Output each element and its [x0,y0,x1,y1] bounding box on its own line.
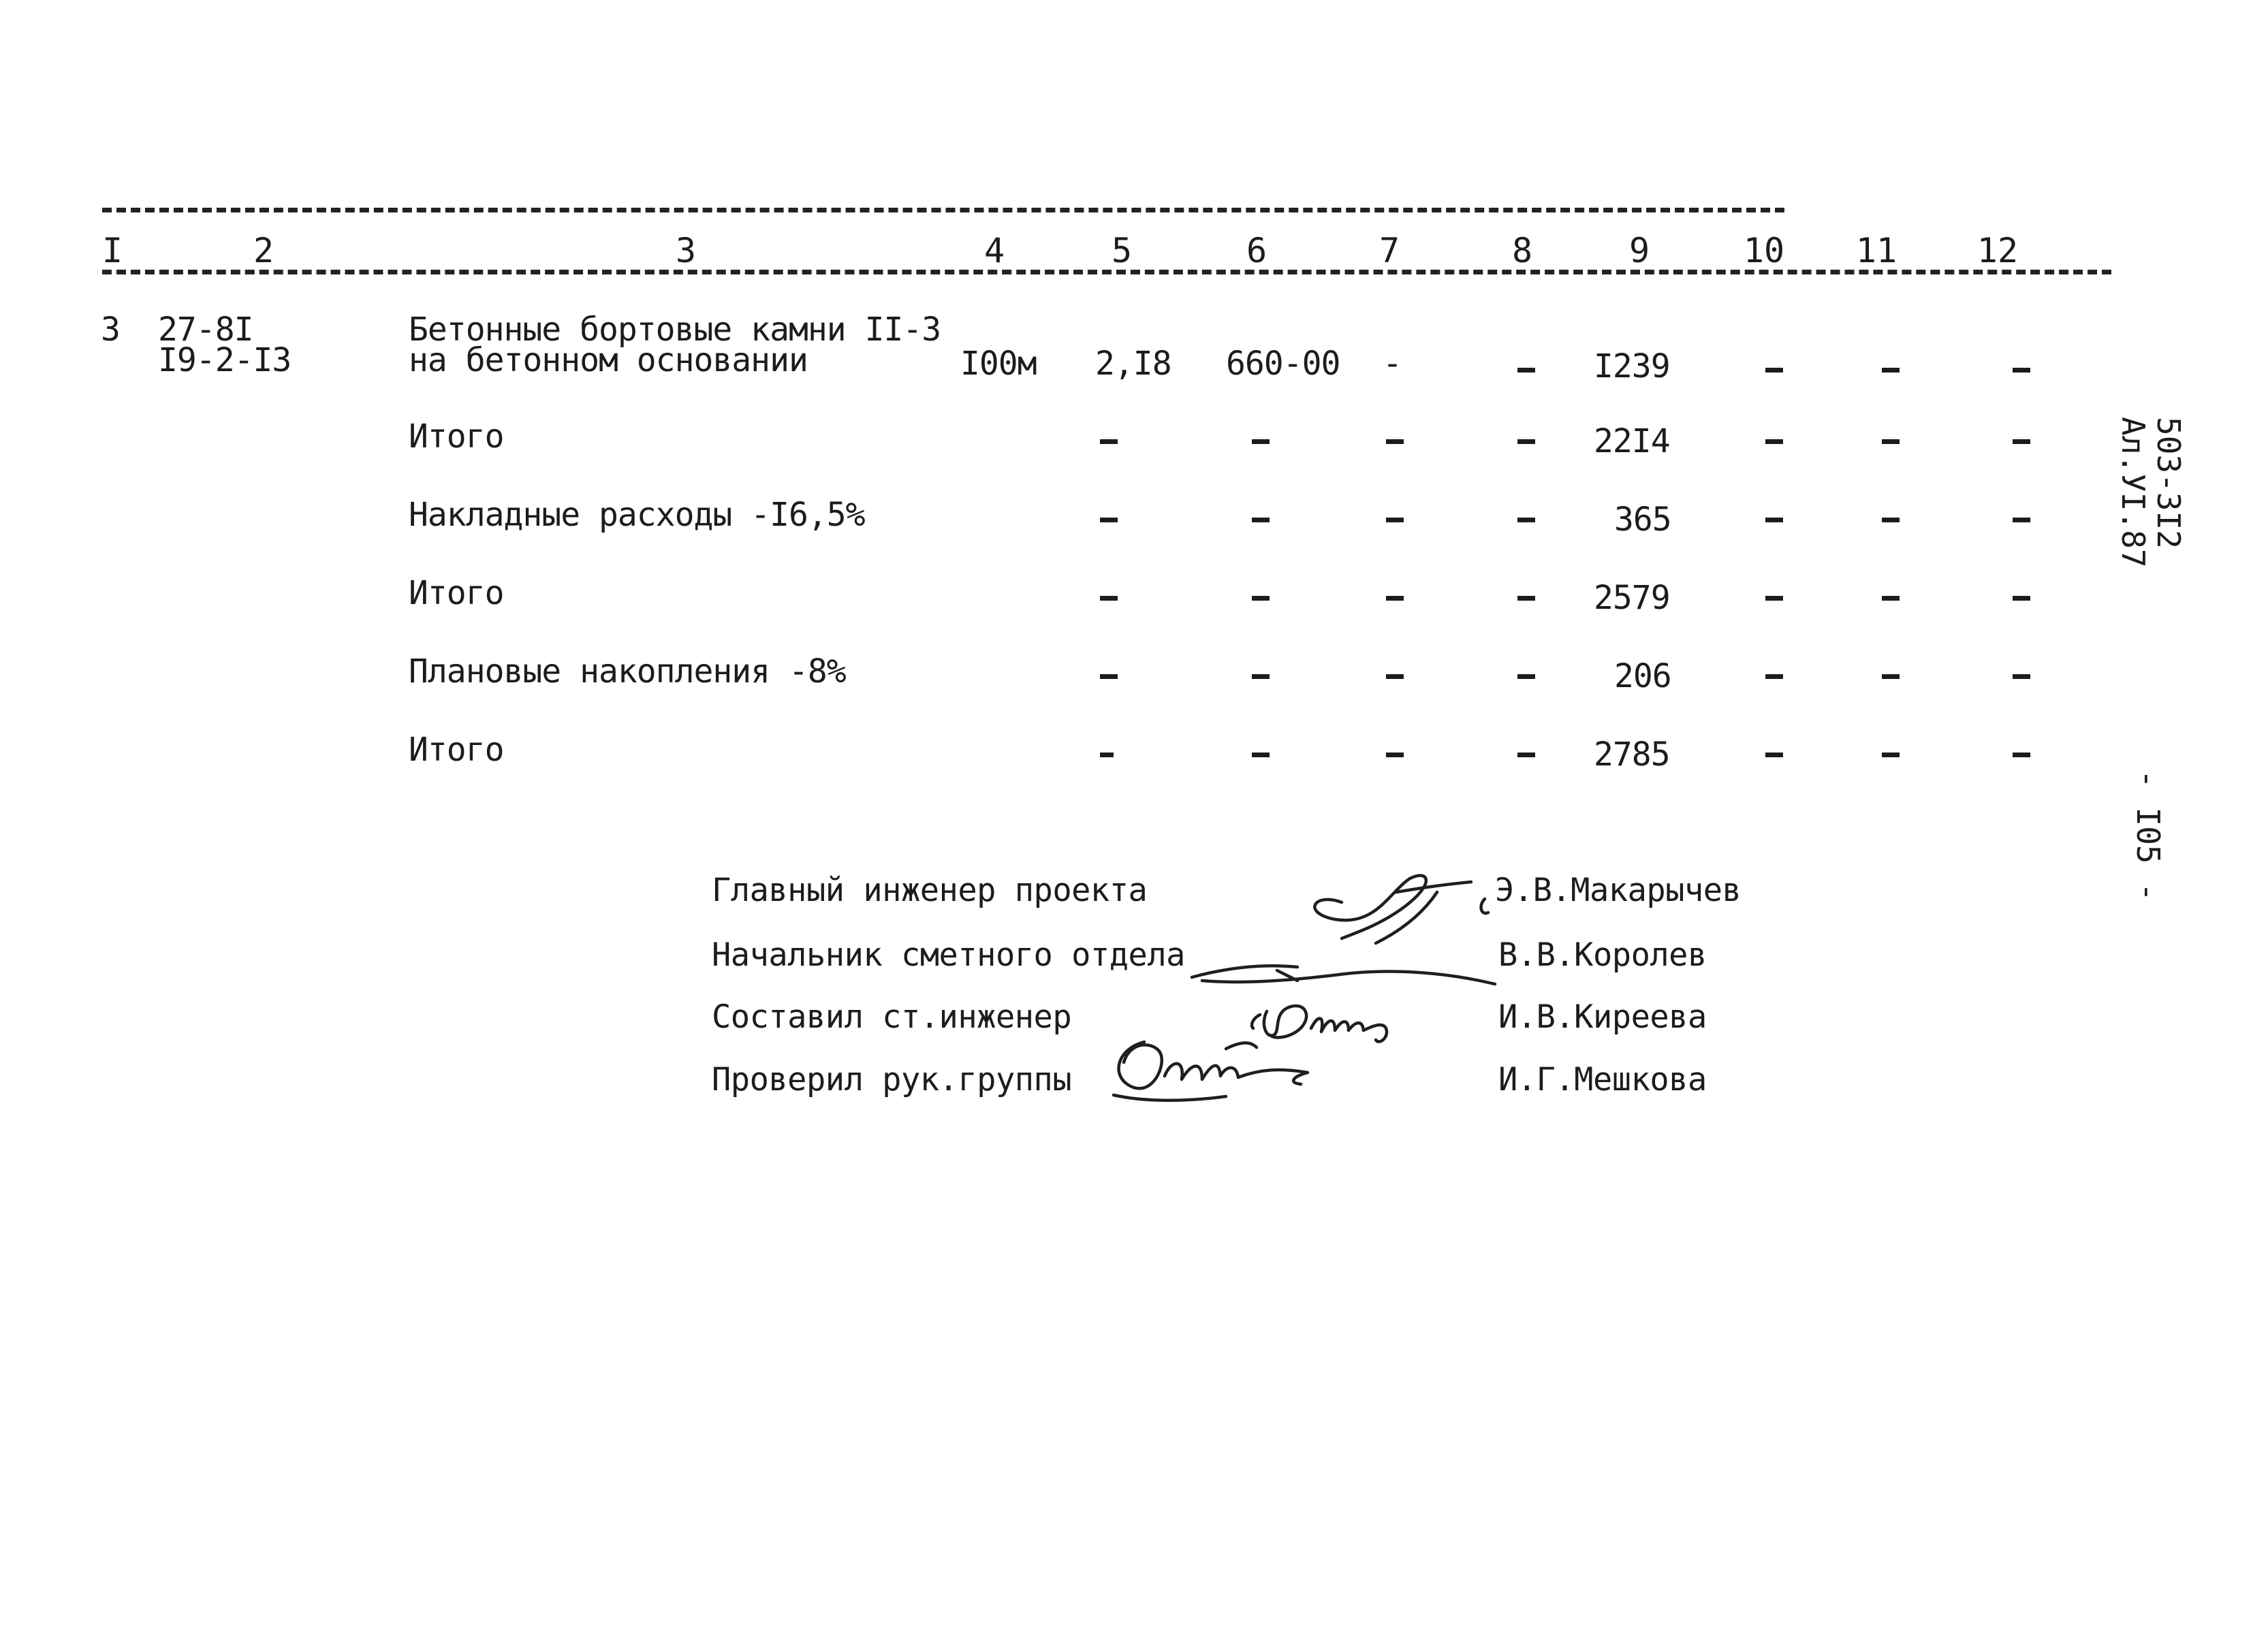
dash [2013,439,2030,444]
dash [1882,674,1900,679]
margin-code [2115,417,2186,568]
dash [1517,439,1535,444]
dash [1252,596,1270,601]
dash [2013,753,2030,757]
summary-label-itogo-2: Итого [409,574,504,612]
item-price: 660-00 [1226,345,1340,383]
dash [1882,439,1900,444]
summary-total-1: 22I4 [1594,422,1670,460]
planned-savings-label: Плановые накопления -8% [409,652,846,691]
item-unit: I00м [960,345,1037,383]
signature-person-2: В.В.Королев [1498,936,1707,974]
dash [1100,753,1114,757]
signature-person-1: Э.В.Макарычев [1495,872,1742,909]
item-col7: - [1383,345,1402,383]
planned-savings-total: 206 [1614,657,1671,695]
item-col12-dash [2013,368,2030,373]
item-name-line-1: Бетонные бортовые камни II-3 [409,311,941,349]
column-header-3: 3 [675,231,697,270]
signature-role-3: Составил ст.инженер [712,998,1072,1036]
dash [1252,674,1270,679]
margin-code-line-2: Ал.УI.87 [2115,417,2152,568]
dash [1100,439,1118,444]
top-dashed-rule [102,208,1784,212]
signature-role-4: Проверил рук.группы [712,1061,1072,1098]
dash [1100,596,1118,601]
dash [1765,674,1783,679]
column-header-11: 11 [1855,231,1897,270]
column-header-5: 5 [1111,231,1133,270]
page-number: - I05 - [2130,770,2167,902]
header-dashed-rule [102,270,2111,274]
column-header-2: 2 [253,231,274,270]
item-col10-dash [1765,368,1783,373]
signature-person-3: И.В.Киреева [1498,998,1707,1036]
dash [1765,753,1783,757]
item-col8-dash [1517,368,1535,373]
dash [1765,518,1783,522]
dash [1882,596,1900,601]
summary-label-itogo-3: Итого [409,731,504,769]
grand-total: 2785 [1594,735,1670,774]
column-header-12: 12 [1976,231,2019,270]
dash [1100,518,1118,522]
column-header-6: 6 [1246,231,1267,270]
column-header-1: I [101,231,123,270]
handwritten-signature-4 [1103,1022,1335,1110]
column-header-4: 4 [983,231,1005,270]
dash [1252,439,1270,444]
overhead-total: 365 [1614,501,1671,539]
item-col11-dash [1882,368,1900,373]
dash [2013,596,2030,601]
item-quantity: 2,I8 [1095,345,1171,383]
signature-person-4: И.Г.Мешкова [1498,1061,1707,1098]
dash [1882,518,1900,522]
dash [1386,674,1404,679]
dash [1765,439,1783,444]
dash [1517,518,1535,522]
column-header-9: 9 [1628,231,1650,270]
signature-role-2: Начальник сметного отдела [712,936,1185,974]
dash [1517,674,1535,679]
row-number: 3 [101,311,120,349]
dash [1252,753,1270,757]
item-total: I239 [1594,347,1670,385]
norm-code-2: I9-2-I3 [158,341,292,379]
norm-code-1: 27-8I [158,311,253,349]
dash [2013,674,2030,679]
summary-label-itogo-1: Итого [409,417,504,456]
dash [2013,518,2030,522]
column-header-7: 7 [1379,231,1400,270]
overhead-label: Накладные расходы -I6,5% [409,496,865,534]
dash [1517,596,1535,601]
handwritten-signature-2 [1188,953,1502,994]
dash [1386,439,1404,444]
item-name-line-2: на бетонном основании [409,341,808,379]
column-header-8: 8 [1511,231,1533,270]
handwritten-signature-1 [1294,865,1512,960]
dash [1100,674,1118,679]
dash [1386,518,1404,522]
margin-code-line-1: 503-3I2 [2150,417,2187,549]
dash [1765,596,1783,601]
dash [1517,753,1535,757]
dash [1882,753,1900,757]
dash [1386,596,1404,601]
summary-total-2: 2579 [1594,579,1670,617]
signature-role-1: Главный инженер проекта [712,872,1148,909]
column-header-10: 10 [1743,231,1785,270]
dash [1386,753,1404,757]
dash [1252,518,1270,522]
